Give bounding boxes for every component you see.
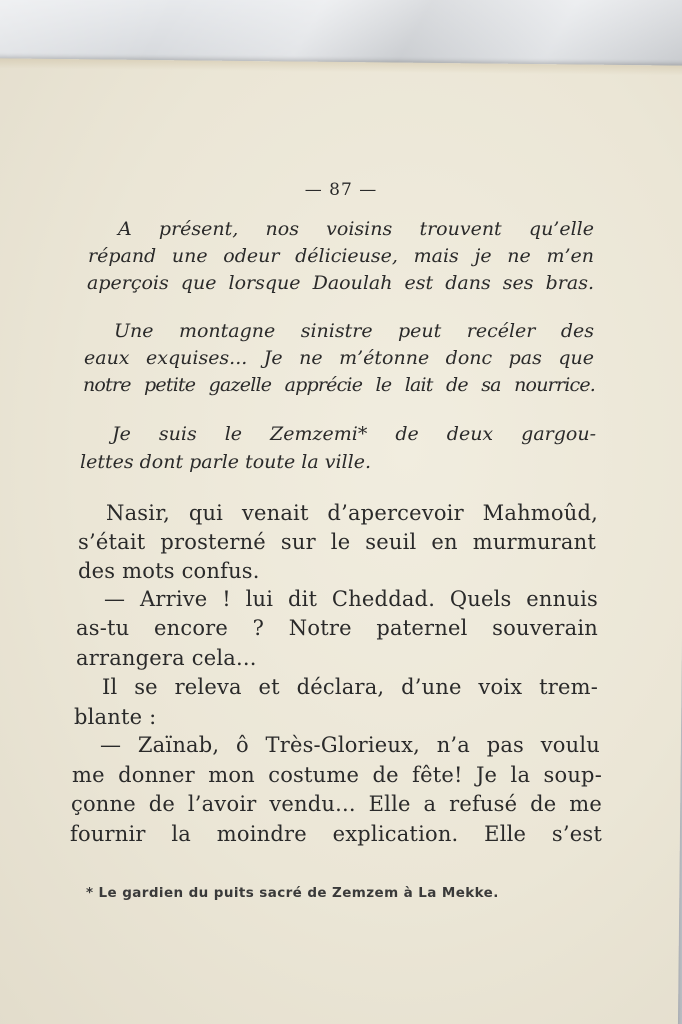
text-line: des mots confus. xyxy=(78,559,260,583)
text-line: blante : xyxy=(74,705,157,729)
text-line: — Zaïnab, ô Très-Glorieux, n’a pas voulu xyxy=(100,733,600,757)
text-line: s’était prosterné sur le seuil en murmurant xyxy=(78,530,596,554)
text-line: çonne de l’avoir vendu... Elle a refusé de me xyxy=(71,792,602,816)
text-line: Il se releva et déclara, d’une voix trem- xyxy=(102,675,598,699)
text-line: Une montagne sinistre peut recéler des xyxy=(114,320,594,342)
text-line: me donner mon costume de fête! Je la soup- xyxy=(72,763,602,787)
text-line: A présent, nos voisins trouvent qu’elle xyxy=(118,218,594,240)
text-line: eaux exquises... Je ne m’étonne donc pas que xyxy=(84,347,594,369)
text-line: aperçois que lorsque Daoulah est dans ses bras. xyxy=(87,272,594,294)
text-line: — Arrive ! lui dit Cheddad. Quels ennuis xyxy=(104,587,598,611)
text-line: arrangera cela... xyxy=(76,646,257,670)
footnote: * Le gardien du puits sacré de Zemzem à La Mekke. xyxy=(86,885,499,901)
page-number: — 87 — xyxy=(304,180,378,200)
text-line: notre petite gazelle apprécie le lait de sa nourrice. xyxy=(83,374,595,396)
text-line: lettes dont parle toute la ville. xyxy=(80,451,371,473)
text-line: répand une odeur délicieuse, mais je ne m’en xyxy=(88,245,594,267)
text-line: Nasir, qui venait d’apercevoir Mahmoûd, xyxy=(106,501,598,525)
text-line: fournir la moindre explication. Elle s’est xyxy=(70,822,602,846)
text-line: as-tu encore ? Notre paternel souverain xyxy=(76,616,598,640)
text-line: Je suis le Zemzemi* de deux gargou- xyxy=(112,423,596,445)
